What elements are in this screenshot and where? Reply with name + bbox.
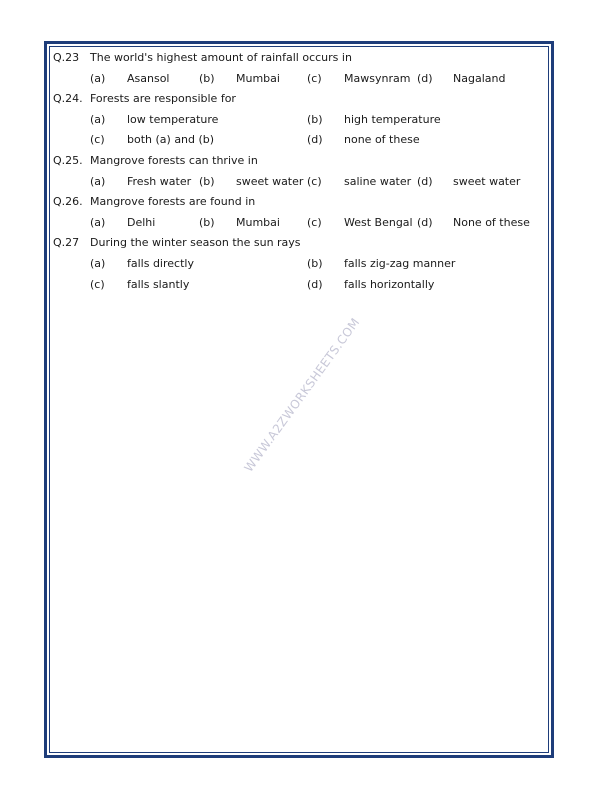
option-text: falls slantly (127, 277, 190, 291)
option-label: (b) (307, 112, 323, 126)
option-label: (c) (307, 71, 322, 85)
option-label: (a) (90, 215, 106, 229)
option-text: falls zig-zag manner (344, 256, 456, 270)
option-text: low temperature (127, 112, 219, 126)
option-text: falls directly (127, 256, 194, 270)
option-text: none of these (344, 133, 420, 147)
option-text: Fresh water (127, 174, 192, 188)
option-text: saline water (344, 174, 412, 188)
question-row (49, 192, 549, 213)
options-row (49, 69, 549, 90)
question-text: The world's highest amount of rainfall occurs in (90, 51, 352, 64)
worksheet-content (49, 48, 549, 295)
question-number: Q.24. (53, 92, 83, 106)
options-row (49, 172, 549, 193)
options-row (49, 110, 549, 131)
option-text: sweet water (453, 174, 521, 188)
option-label: (c) (307, 215, 322, 229)
option-label: (a) (90, 256, 106, 270)
option-label: (b) (199, 174, 215, 188)
option-label: (c) (90, 277, 105, 291)
question-row (49, 233, 549, 254)
option-text: high temperature (344, 112, 441, 126)
question-row (49, 48, 549, 69)
options-row (49, 130, 549, 151)
option-label: (d) (417, 71, 433, 85)
option-text: Nagaland (453, 71, 506, 85)
option-text: both (a) and (b) (127, 133, 215, 147)
question-number: Q.23 (53, 51, 80, 64)
option-label: (b) (307, 256, 323, 270)
option-text: Mumbai (236, 71, 280, 85)
option-label: (d) (417, 174, 433, 188)
option-text: Mumbai (236, 215, 280, 229)
option-label: (d) (417, 215, 433, 229)
option-text: falls horizontally (344, 277, 435, 291)
option-label: (a) (90, 174, 106, 188)
option-label: (b) (199, 215, 215, 229)
option-text: sweet water (236, 174, 304, 188)
option-text: Delhi (127, 215, 156, 229)
options-row (49, 254, 549, 275)
question-text: Mangrove forests are found in (90, 195, 256, 209)
option-text: Asansol (127, 71, 170, 85)
question-number: Q.27 (53, 236, 80, 250)
option-label: (b) (199, 71, 215, 85)
question-text: Forests are responsible for (90, 92, 236, 106)
question-row (49, 89, 549, 110)
watermark: WWW.A2ZWORKSHEETS.COM (241, 315, 363, 475)
question-row (49, 151, 549, 172)
question-number: Q.26. (53, 195, 83, 209)
option-text: None of these (453, 215, 530, 229)
options-row (49, 213, 549, 234)
question-text: Mangrove forests can thrive in (90, 153, 258, 167)
question-text: During the winter season the sun rays (90, 236, 301, 250)
option-label: (a) (90, 71, 106, 85)
option-label: (c) (90, 133, 105, 147)
question-number: Q.25. (53, 153, 83, 167)
option-text: Mawsynram (344, 71, 411, 85)
option-label: (c) (307, 174, 322, 188)
option-label: (a) (90, 112, 106, 126)
option-label: (d) (307, 133, 323, 147)
option-text: West Bengal (344, 215, 413, 229)
option-label: (d) (307, 277, 323, 291)
options-row (49, 275, 549, 296)
